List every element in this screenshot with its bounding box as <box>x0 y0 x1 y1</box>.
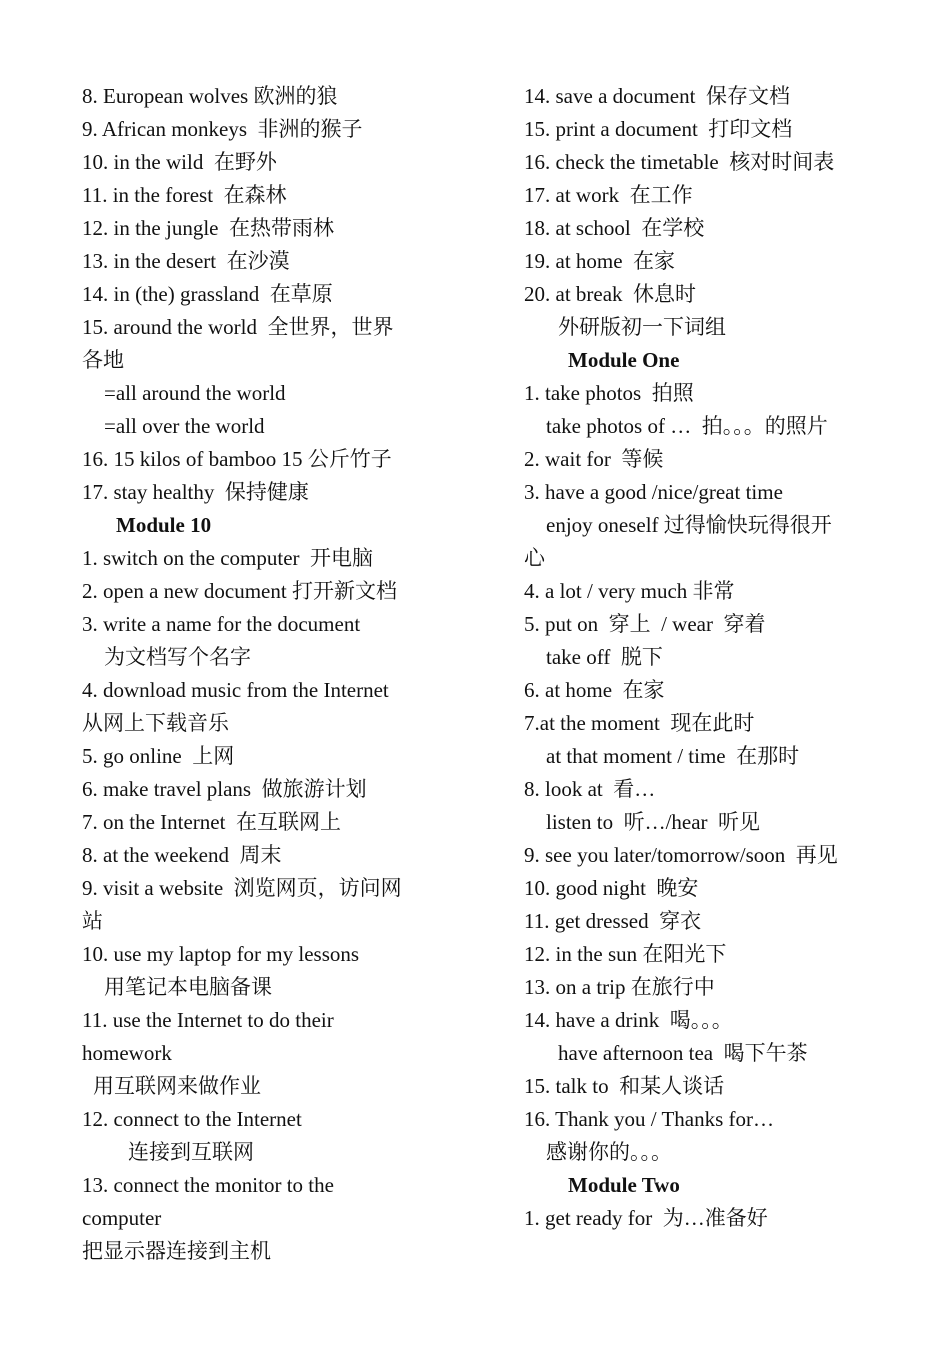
phrase-line: 17. stay healthy 保持健康 <box>82 480 309 504</box>
phrase-line: 1. take photos 拍照 <box>524 381 694 405</box>
phrase-line: 14. have a drink 喝。。。 <box>524 1008 733 1032</box>
phrase-line: take off 脱下 <box>546 645 663 669</box>
phrase-line: 16. Thank you / Thanks for… <box>524 1107 775 1131</box>
section-heading: Module 10 <box>116 513 212 537</box>
phrase-line: 10. good night 晚安 <box>524 876 699 900</box>
phrase-line: computer <box>82 1206 162 1230</box>
phrase-line: 8. look at 看… <box>524 777 656 801</box>
phrase-line: 为文档写个名字 <box>104 645 251 669</box>
phrase-line: 19. at home 在家 <box>524 249 676 273</box>
phrase-line: 17. at work 在工作 <box>524 183 693 207</box>
phrase-line: 11. get dressed 穿衣 <box>524 909 702 933</box>
phrase-line: =all around the world <box>104 381 286 405</box>
phrase-line: 3. write a name for the document <box>82 612 361 636</box>
phrase-line: 15. talk to 和某人谈话 <box>524 1074 725 1098</box>
phrase-line: =all over the world <box>104 414 265 438</box>
phrase-line: 8. at the weekend 周末 <box>82 843 282 867</box>
phrase-line: 2. wait for 等候 <box>524 447 664 471</box>
phrase-line: 外研版初一下词组 <box>558 315 726 339</box>
phrase-line: 12. in the jungle 在热带雨林 <box>82 216 334 240</box>
phrase-line: listen to 听…/hear 听见 <box>546 810 761 834</box>
phrase-line: 13. in the desert 在沙漠 <box>82 249 290 273</box>
phrase-line: 10. use my laptop for my lessons <box>82 942 360 966</box>
phrase-line: 13. on a trip 在旅行中 <box>524 975 715 999</box>
phrase-line: 感谢你的。。。 <box>546 1140 672 1164</box>
phrase-line: 4. download music from the Internet <box>82 678 389 702</box>
phrase-line: 6. at home 在家 <box>524 678 665 702</box>
phrase-line: have afternoon tea 喝下午茶 <box>558 1041 808 1065</box>
section-heading: Module Two <box>568 1173 680 1197</box>
phrase-line: 8. European wolves 欧洲的狼 <box>82 84 338 108</box>
phrase-line: 18. at school 在学校 <box>524 216 705 240</box>
left-column <box>82 80 452 1268</box>
phrase-line: 连接到互联网 <box>128 1140 254 1164</box>
phrase-line: 12. connect to the Internet <box>82 1107 302 1131</box>
phrase-line: 6. make travel plans 做旅游计划 <box>82 777 367 801</box>
phrase-line: 12. in the sun 在阳光下 <box>524 942 727 966</box>
phrase-line: 3. have a good /nice/great time <box>524 480 783 504</box>
phrase-line: 1. get ready for 为…准备好 <box>524 1206 768 1230</box>
phrase-line: homework <box>82 1041 172 1065</box>
phrase-line: 心 <box>524 546 545 570</box>
phrase-line: 14. save a document 保存文档 <box>524 84 790 108</box>
right-column <box>524 80 924 1235</box>
phrase-line: 各地 <box>82 348 124 372</box>
phrase-line: 16. check the timetable 核对时间表 <box>524 150 835 174</box>
phrase-line: 7. on the Internet 在互联网上 <box>82 810 341 834</box>
phrase-line: 9. African monkeys 非洲的猴子 <box>82 117 363 141</box>
phrase-line: at that moment / time 在那时 <box>546 744 800 768</box>
phrase-line: 9. see you later/tomorrow/soon 再见 <box>524 843 838 867</box>
phrase-line: 用笔记本电脑备课 <box>104 975 272 999</box>
phrase-line: 15. print a document 打印文档 <box>524 117 793 141</box>
phrase-line: 14. in (the) grassland 在草原 <box>82 282 333 306</box>
phrase-line: 把显示器连接到主机 <box>82 1239 271 1263</box>
phrase-line: 16. 15 kilos of bamboo 15 公斤竹子 <box>82 447 392 471</box>
phrase-line: 20. at break 休息时 <box>524 282 697 306</box>
phrase-line: 1. switch on the computer 开电脑 <box>82 546 374 570</box>
phrase-line: 从网上下载音乐 <box>82 711 229 735</box>
phrase-line: 5. put on 穿上 / wear 穿着 <box>524 612 766 636</box>
phrase-line: 4. a lot / very much 非常 <box>524 579 735 603</box>
phrase-line: 10. in the wild 在野外 <box>82 150 277 174</box>
phrase-line: take photos of … 拍。。。的照片 <box>546 414 828 438</box>
section-heading: Module One <box>568 348 680 372</box>
phrase-line: 13. connect the monitor to the <box>82 1173 334 1197</box>
phrase-line: 5. go online 上网 <box>82 744 235 768</box>
phrase-line: 15. around the world 全世界，世界 <box>82 315 394 339</box>
phrase-line: 9. visit a website 浏览网页，访问网 <box>82 876 402 900</box>
phrase-line: enjoy oneself 过得愉快玩得很开 <box>546 513 832 537</box>
phrase-line: 7.at the moment 现在此时 <box>524 711 755 735</box>
phrase-line: 11. use the Internet to do their <box>82 1008 334 1032</box>
phrase-line: 用互联网来做作业 <box>93 1074 261 1098</box>
phrase-line: 11. in the forest 在森林 <box>82 183 287 207</box>
phrase-line: 站 <box>82 909 103 933</box>
phrase-line: 2. open a new document 打开新文档 <box>82 579 397 603</box>
